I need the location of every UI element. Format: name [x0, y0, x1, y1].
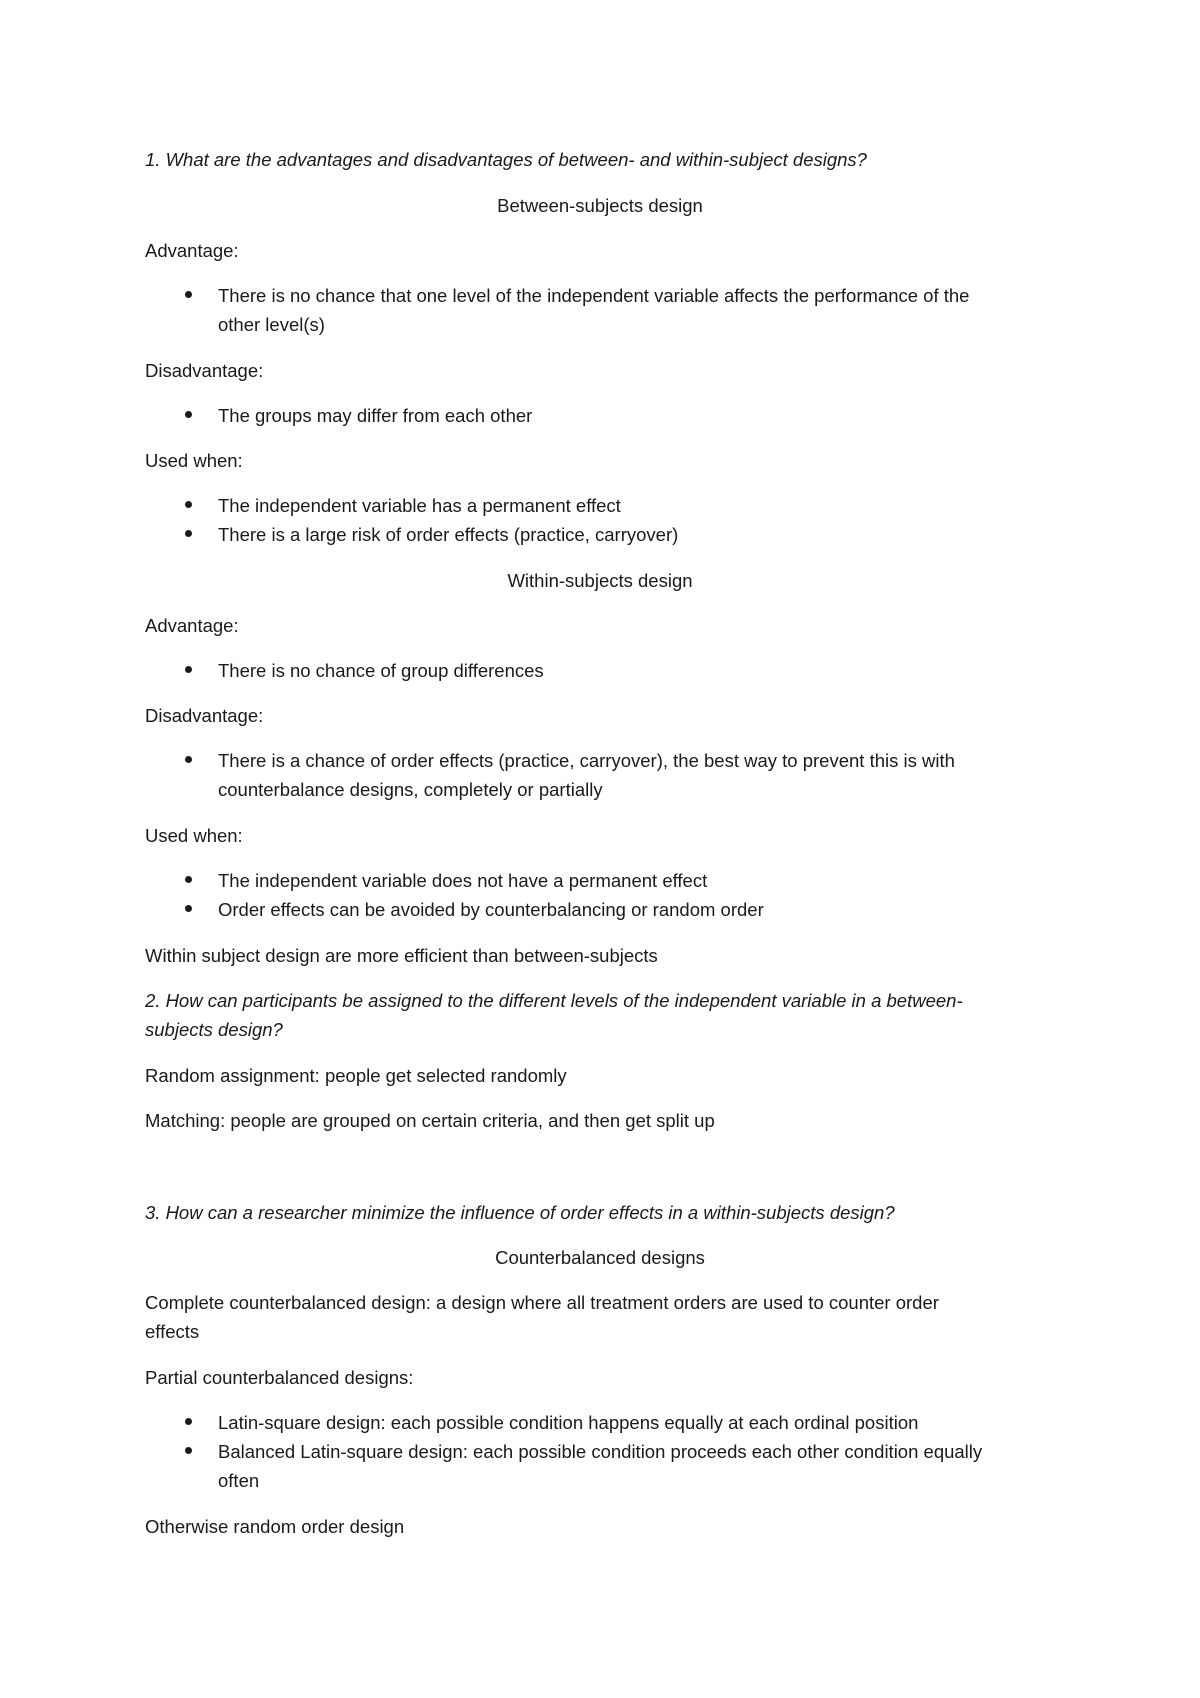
q3-complete-counterbalanced-cont: effects — [145, 1321, 200, 1342]
bullet-icon — [185, 530, 192, 537]
question-2: 2. How can participants be assigned to the different levels of the independent variable in a between- — [145, 990, 963, 1011]
question-2-cont: subjects design? — [145, 1019, 283, 1040]
bullet-icon — [185, 411, 192, 418]
question-3: 3. How can a researcher minimize the influence of order effects in a within-subjects design? — [145, 1202, 895, 1223]
between-disadvantage-item: The groups may differ from each other — [218, 405, 533, 426]
bullet-icon — [185, 1447, 192, 1454]
q1-conclusion: Within subject design are more efficient than between-subjects — [145, 945, 658, 966]
between-advantage-item-cont: other level(s) — [218, 314, 325, 335]
q3-random-order: Otherwise random order design — [145, 1516, 405, 1537]
between-disadvantage-label: Disadvantage: — [145, 360, 264, 381]
heading-counterbalanced-designs: Counterbalanced designs — [495, 1247, 705, 1268]
within-advantage-label: Advantage: — [145, 615, 239, 636]
q2-random-assignment: Random assignment: people get selected randomly — [145, 1065, 567, 1086]
q3-partial-item-cont: often — [218, 1470, 260, 1491]
bullet-icon — [185, 876, 192, 883]
question-1: 1. What are the advantages and disadvantages of between- and within-subject designs? — [145, 149, 867, 170]
bullet-icon — [185, 291, 192, 298]
between-used-when-label: Used when: — [145, 450, 243, 471]
bullet-icon — [185, 1418, 192, 1425]
bullet-icon — [185, 501, 192, 508]
within-disadvantage-item-cont: counterbalance designs, completely or partially — [218, 779, 603, 800]
within-disadvantage-item: There is a chance of order effects (practice, carryover), the best way to prevent this is with — [218, 750, 955, 771]
between-advantage-item: There is no chance that one level of the independent variable affects the performance of the — [218, 285, 970, 306]
within-used-when-item: Order effects can be avoided by counterbalancing or random order — [218, 899, 764, 920]
bullet-icon — [185, 756, 192, 763]
between-used-when-item: There is a large risk of order effects (practice, carryover) — [218, 524, 679, 545]
q3-complete-counterbalanced: Complete counterbalanced design: a design where all treatment orders are used to counter order — [145, 1292, 939, 1313]
within-disadvantage-label: Disadvantage: — [145, 705, 264, 726]
q3-partial-item: Latin-square design: each possible condition happens equally at each ordinal position — [218, 1412, 919, 1433]
heading-between-subjects: Between-subjects design — [497, 195, 703, 216]
between-advantage-label: Advantage: — [145, 240, 239, 261]
between-used-when-item: The independent variable has a permanent effect — [218, 495, 621, 516]
q3-partial-label: Partial counterbalanced designs: — [145, 1367, 414, 1388]
bullet-icon — [185, 666, 192, 673]
q3-partial-item: Balanced Latin-square design: each possible condition proceeds each other condition equally — [218, 1441, 983, 1462]
q2-matching: Matching: people are grouped on certain criteria, and then get split up — [145, 1110, 715, 1131]
heading-within-subjects: Within-subjects design — [507, 570, 693, 591]
within-used-when-item: The independent variable does not have a permanent effect — [218, 870, 708, 891]
within-used-when-label: Used when: — [145, 825, 243, 846]
within-advantage-item: There is no chance of group differences — [218, 660, 544, 681]
bullet-icon — [185, 905, 192, 912]
